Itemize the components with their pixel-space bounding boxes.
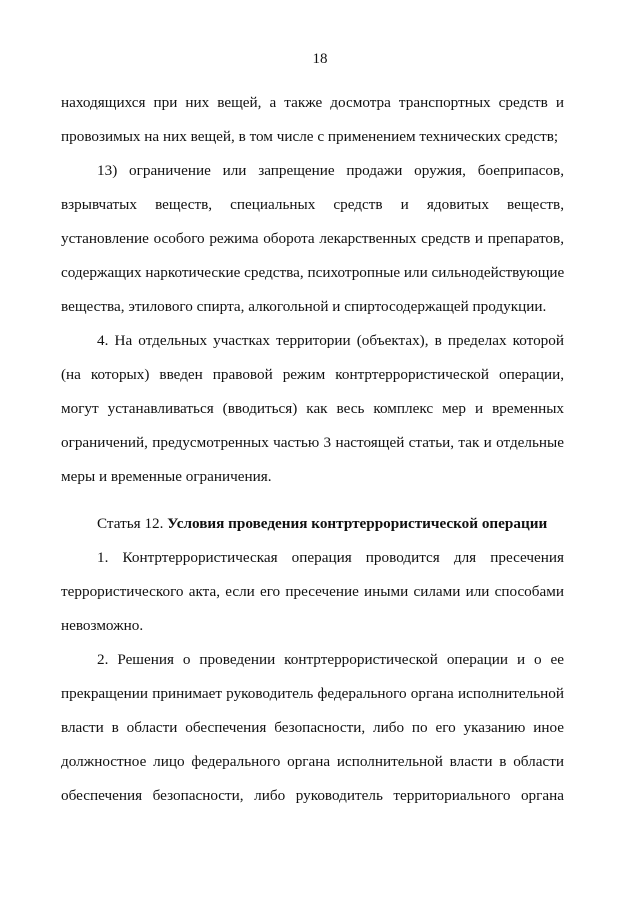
text-line: меры и временные ограничения. xyxy=(61,468,272,485)
text-line: 4. На отдельных участках территории (объектах), в пределах которой xyxy=(97,332,564,349)
article-title: Условия проведения контртеррористической операции xyxy=(167,515,548,532)
text-line: провозимых на них вещей, в том числе с применением технических средств; xyxy=(61,128,559,145)
text-line: невозможно. xyxy=(61,617,144,634)
text-line: 1. Контртеррористическая операция проводится для пресечения xyxy=(97,549,564,566)
text-line: обеспечения безопасности, либо руководитель территориального органа xyxy=(61,787,564,804)
text-line: (на которых) введен правовой режим контртеррористической операции, xyxy=(61,366,564,383)
text-line: ограничений, предусмотренных частью 3 настоящей статьи, так и отдельные xyxy=(61,434,564,451)
text-line: содержащих наркотические средства, психотропные или сильнодействующие xyxy=(61,264,564,281)
article-label: Статья 12. xyxy=(97,515,164,532)
text-line: взрывчатых веществ, специальных средств и ядовитых веществ, xyxy=(61,196,564,213)
document-body xyxy=(61,86,564,813)
text-line: террористического акта, если его пресечение иными силами или способами xyxy=(61,583,564,600)
text-line: власти в области обеспечения безопасности, либо по его указанию иное xyxy=(61,719,564,736)
section-gap xyxy=(61,494,564,507)
text-line: могут устанавливаться (вводиться) как весь комплекс мер и временных xyxy=(61,400,564,417)
article-heading xyxy=(61,507,564,541)
text-line: 2. Решения о проведении контртеррористической операции и о ее xyxy=(97,651,564,668)
text-line: находящихся при них вещей, а также досмотра транспортных средств и xyxy=(61,94,564,111)
text-line: установление особого режима оборота лекарственных средств и препаратов, xyxy=(61,230,564,247)
text-line: должностное лицо федерального органа исполнительной власти в области xyxy=(61,753,564,770)
text-line: вещества, этилового спирта, алкогольной и спиртосодержащей продукции. xyxy=(61,298,547,315)
page-number: 18 xyxy=(312,51,328,67)
text-line: 13) ограничение или запрещение продажи оружия, боеприпасов, xyxy=(97,162,564,179)
text-line: прекращении принимает руководитель федерального органа исполнительной xyxy=(61,685,564,702)
